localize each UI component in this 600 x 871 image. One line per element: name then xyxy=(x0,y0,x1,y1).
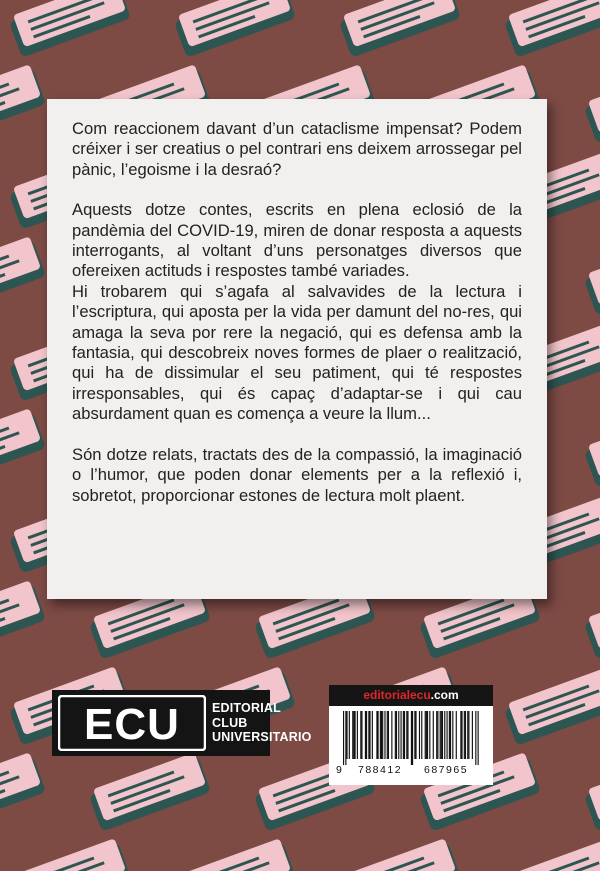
isbn-first-digit: 9 xyxy=(336,764,342,776)
ecu-mark-text: ECU xyxy=(84,700,180,749)
isbn-left-group: 788412 xyxy=(358,764,403,776)
blurb-paragraph-2: Aquests dotze contes, escrits en plena eclosió de la pandèmia del COVID-19, miren de donar resposta a aquests interrogants, al voltant d’uns personatges diversos que ofereixen actituds i respostes també variades. xyxy=(72,200,522,281)
publisher-line-2: CLUB xyxy=(212,715,248,730)
book-icon xyxy=(582,236,600,316)
book-icon xyxy=(0,752,46,832)
isbn-barcode xyxy=(329,709,493,765)
book-icon xyxy=(87,752,211,832)
ecu-logo-mark xyxy=(58,695,206,751)
book-icon xyxy=(502,838,600,871)
blurb-paragraph-3: Hi trobarem qui s’agafa al salvavides de la lectura i l’escriptura, qui aposta per la vida per damunt del no-res, qui amaga la seva por rere la negació, qui es defensa amb la fantasia, qui descobreix noves formes de plaer o realització, qui ha de dissimular el seu patiment, qui té respostes irresponsables, qui és capaç d’adaptar-se i qui cau absurdament quan es comença a veure la llum... xyxy=(72,281,522,424)
book-icon xyxy=(337,0,461,58)
book-icon xyxy=(7,838,131,871)
blurb-panel xyxy=(47,99,547,599)
book-icon xyxy=(0,64,46,144)
blurb-paragraph-1: Com reaccionem davant d’un cataclisme impensat? Podem créixer i ser creatius o pel contrari ens deixem arrossegar pel pànic, l’egoisme i la desraó? xyxy=(72,119,522,179)
book-icon xyxy=(582,408,600,488)
book-icon xyxy=(502,666,600,746)
book-icon xyxy=(172,0,296,58)
isbn-digits xyxy=(329,764,493,780)
book-icon xyxy=(582,752,600,832)
book-icon xyxy=(502,0,600,58)
publisher-line-1: EDITORIAL xyxy=(212,701,281,715)
blurb-paragraph-4: Són dotze relats, tractats des de la compassió, la imaginació o l’humor, que poden donar elements per a la reflexió i, sobretot, proporcionar estones de lectura molt plaent. xyxy=(72,444,522,505)
book-icon xyxy=(0,580,46,660)
book-icon xyxy=(582,580,600,660)
isbn-right-group: 687965 xyxy=(424,764,469,776)
book-icon xyxy=(582,64,600,144)
book-icon xyxy=(172,838,296,871)
website-tld: .com xyxy=(430,688,459,702)
book-icon xyxy=(7,0,131,58)
book-icon xyxy=(0,236,46,316)
publisher-website[interactable] xyxy=(329,685,493,706)
book-icon xyxy=(0,408,46,488)
book-icon xyxy=(337,838,461,871)
publisher-line-3: UNIVERSITARIO xyxy=(212,730,312,744)
publisher-logo xyxy=(52,690,312,756)
barcode-panel xyxy=(329,685,493,785)
website-name: editorialecu xyxy=(363,688,431,702)
